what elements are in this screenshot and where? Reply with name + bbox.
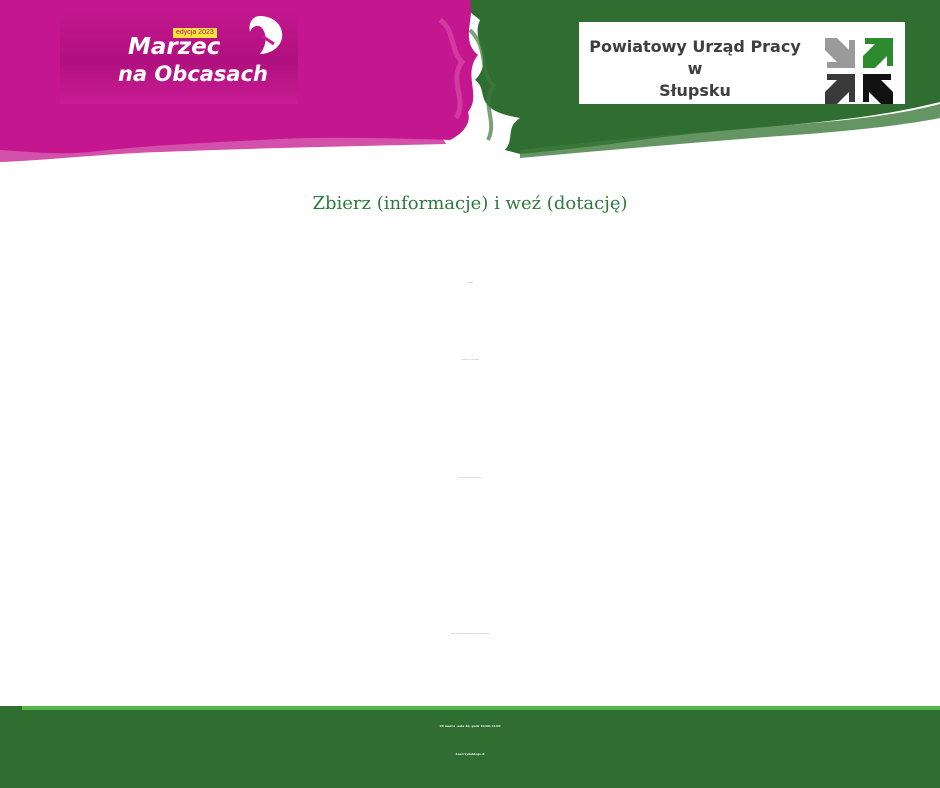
topic-3-line-1 bbox=[0, 545, 940, 573]
footer-accent-stripe bbox=[22, 706, 940, 710]
presenter-2: - Zakład Ubezpieczeń Społecznych w Słupsku bbox=[458, 478, 482, 479]
topic-3-line-2 bbox=[0, 583, 940, 611]
topic-1 bbox=[0, 310, 940, 338]
logo-line-2: na Obcasach bbox=[118, 62, 269, 86]
event-address: Leszczyńskiego 8 bbox=[455, 752, 485, 756]
logo-line-1: Marzec bbox=[128, 34, 221, 60]
main-title: Zbierz (informacje) i weź (dotację) bbox=[312, 193, 628, 214]
topic-2 bbox=[0, 427, 940, 455]
pup-line-3: Słupsku bbox=[659, 81, 731, 100]
edition-badge: edycja 2023 bbox=[173, 28, 217, 38]
pup-line-2: w bbox=[687, 59, 703, 78]
presenter-1: - Powiatowy Urząd Pracy w Słupsku bbox=[460, 360, 480, 361]
marzec-na-obcasach-logo bbox=[60, 10, 298, 104]
pup-logo-text bbox=[579, 36, 811, 102]
shoe-heel-icon bbox=[232, 14, 288, 58]
event-date-time: 29 marca -sala 30, godz 10.00-13.00 bbox=[439, 724, 501, 728]
event-footer bbox=[0, 706, 940, 788]
presenter-3: - Punkt Informacyjny Funduszy Europejskich Dla Przedsiębiorców w Słupsku bbox=[450, 634, 490, 635]
pup-slupsk-logo bbox=[579, 22, 905, 104]
pup-line-1: Powiatowy Urząd Pracy bbox=[589, 37, 801, 56]
four-arrows-icon bbox=[823, 36, 895, 106]
program-intro: w programie: bbox=[466, 283, 474, 284]
